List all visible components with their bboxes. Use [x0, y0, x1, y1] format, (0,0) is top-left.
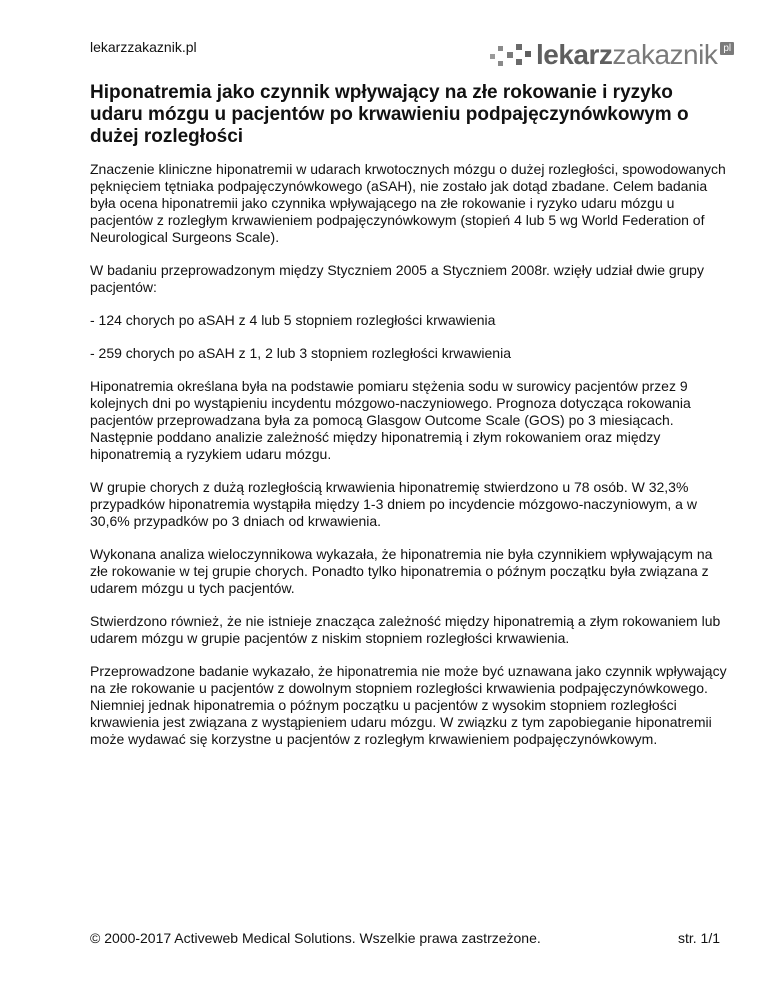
paragraph-analysis: Wykonana analiza wieloczynnikowa wykazała, że hiponatremia nie była czynnikiem wpływającym na złe rokowanie w tej grupie chorych. Ponadto tylko hiponatremia o późnym początku była związana z udarem mózgu u tych pacjentów.	[90, 546, 713, 596]
list-item-group-low: - 259 chorych po aSAH z 1, 2 lub 3 stopniem rozległości krwawienia	[90, 345, 511, 361]
footer-copyright: © 2000-2017 Activeweb Medical Solutions. Wszelkie prawa zastrzeżone.	[90, 930, 541, 946]
paragraph-low-grade: Stwierdzono również, że nie istnieje znacząca zależność między hiponatremią a złym rokowaniem lub udarem mózgu w grupie pacjentów z niskim stopniem rozległości krwawienia.	[90, 613, 721, 646]
logo-light-text: zakaznik	[612, 39, 718, 70]
paragraph-intro: Znaczenie kliniczne hiponatremii w udarach krwotocznych mózgu o dużej rozległości, spowodowanych pęknięciem tętniaka podpajęczynówkowego (aSAH), nie zostało jak dotąd zbadane. Celem badania była ocena hiponatremii jako czynnika wpływającego na złe rokowanie i ryzyko udaru mózgu u pacjentów z rozległym krwawieniem podpajęczynówkowym (stopień 4 lub 5 wg World Federation of Neurological Surgeons Scale).	[90, 161, 726, 245]
article-title: Hiponatremia jako czynnik wpływający na złe rokowanie i ryzyko udaru mózgu u pacjentów po krwawieniu podpajęczynówkowym o dużej rozległości	[90, 82, 689, 147]
logo-bold-text: lekarz	[536, 39, 613, 70]
paragraph-conclusion: Przeprowadzone badanie wykazało, że hiponatremia nie może być uznawana jako czynnik wpływający na złe rokowanie u pacjentów z dowolnym stopniem rozległości krwawienia podpajęczynówkowego. Niemniej jednak hiponatremia o późnym początku u pacjentów z wysokim stopniem rozległości krwawienia jest związana z wystąpieniem udaru mózgu. W związku z tym zapobieganie hiponatremii może wydawać się korzystne u pacjentów z rozległym krwawieniem podpajęczynówkowym.	[90, 663, 727, 747]
logo-dots-icon	[488, 42, 532, 68]
list-item-group-high: - 124 chorych po aSAH z 4 lub 5 stopniem rozległości krwawienia	[90, 312, 496, 328]
paragraph-method: Hiponatremia określana była na podstawie pomiaru stężenia sodu w surowicy pacjentów przez 9 kolejnych dni po wystąpieniu incydentu mózgowo-naczyniowego. Prognoza dotycząca rokowania pacjentów przeprowadzana była za pomocą Glasgow Outcome Scale (GOS) po 3 miesiącach. Następnie poddano analizie zależność między hiponatremią i złym rokowaniem oraz między hiponatremią a ryzykiem udaru mózgu.	[90, 378, 691, 462]
paragraph-study-groups: W badaniu przeprowadzonym między Styczniem 2005 a Styczniem 2008r. wzięły udział dwie grupy pacjentów:	[90, 262, 704, 295]
page-number: str. 1/1	[677, 930, 720, 946]
logo	[488, 40, 734, 70]
logo-badge: pl	[720, 42, 734, 55]
site-url: lekarzzakaznik.pl	[90, 39, 197, 55]
paragraph-results: W grupie chorych z dużą rozległością krwawienia hiponatremię stwierdzono u 78 osób. W 32,3% przypadków hiponatremia wystąpiła między 1-3 dniem po incydencie mózgowo-naczyniowym, a w 30,6% przypadków po 3 dniach od krwawienia.	[90, 479, 697, 529]
article	[90, 82, 730, 764]
